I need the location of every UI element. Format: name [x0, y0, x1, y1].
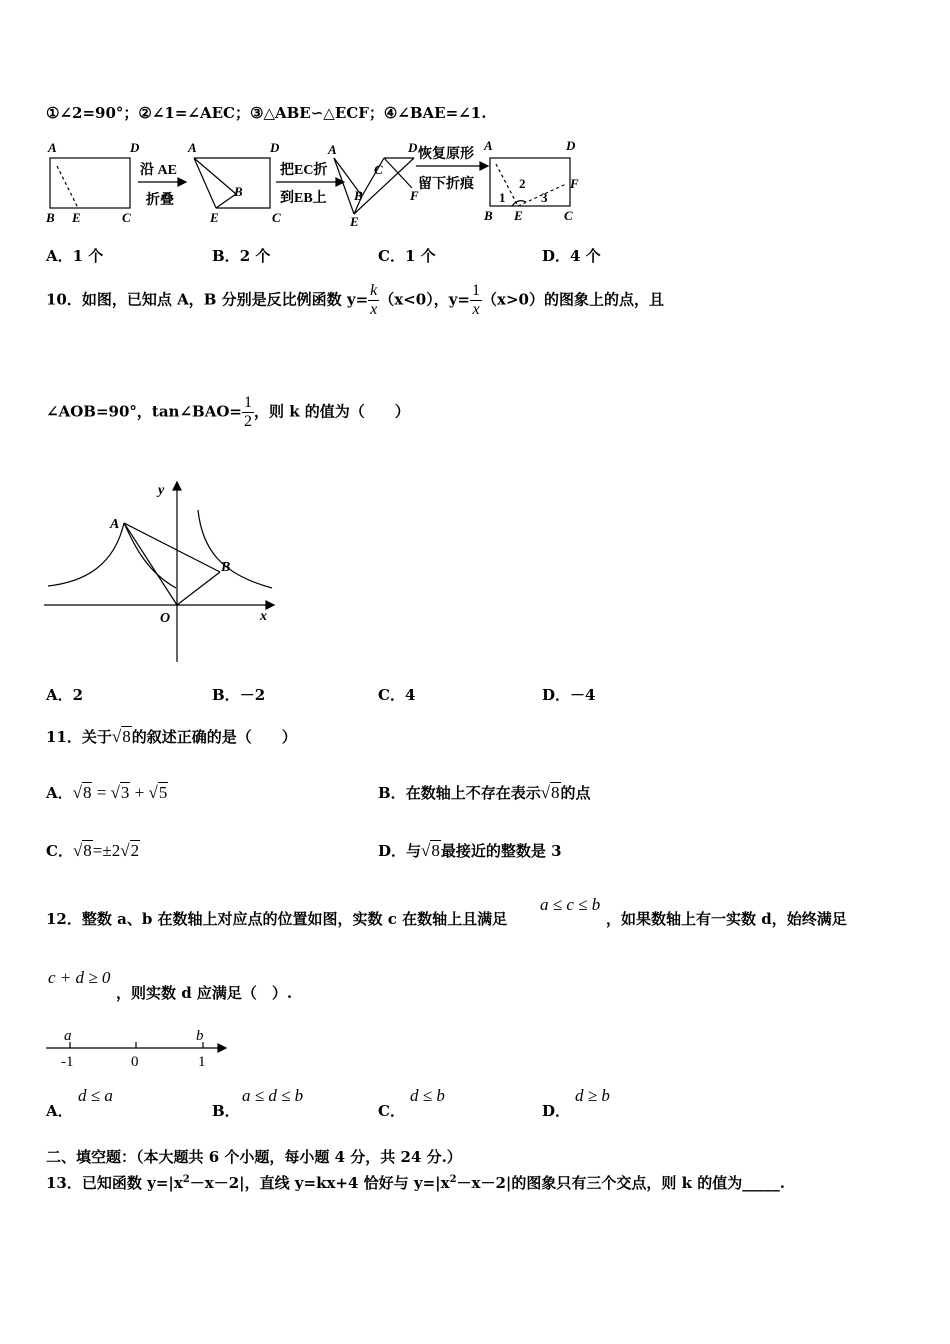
q9-option-a: A．1 个 — [46, 247, 104, 265]
svg-text:到EB上: 到EB上 — [280, 191, 327, 206]
svg-text:C: C — [564, 208, 573, 223]
q12-option-a: A． — [46, 1102, 73, 1120]
svg-text:B: B — [234, 184, 243, 199]
q12-number-line — [44, 1026, 234, 1072]
svg-text:B: B — [46, 210, 55, 225]
svg-text:折叠: 折叠 — [146, 193, 174, 208]
svg-text:C: C — [374, 162, 383, 177]
svg-text:E: E — [350, 214, 359, 229]
q12-question-line1-tail: ，如果数轴上有一实数 d，始终满足 — [606, 910, 847, 928]
svg-text:B: B — [221, 560, 231, 575]
svg-text:留下折痕: 留下折痕 — [418, 177, 474, 192]
svg-text:a: a — [64, 1028, 72, 1044]
q9-option-b: B．2 个 — [212, 247, 271, 265]
svg-text:A: A — [328, 142, 337, 157]
svg-text:恢复原形: 恢复原形 — [418, 147, 474, 162]
svg-text:A: A — [188, 140, 197, 155]
svg-text:E: E — [72, 210, 81, 225]
q12-option-c: C． — [378, 1102, 405, 1120]
q10-option-d: D．－4 — [542, 686, 596, 704]
svg-text:D: D — [566, 138, 576, 153]
svg-text:0: 0 — [131, 1054, 139, 1070]
q10-graph — [44, 478, 280, 664]
svg-text:F: F — [570, 176, 579, 191]
segment-BO — [177, 572, 220, 605]
q9-option-c: C．1 个 — [378, 247, 436, 265]
right-hyperbola — [198, 510, 272, 588]
q9-option-d: D．4 个 — [542, 247, 601, 265]
svg-text:C: C — [272, 210, 281, 225]
svg-text:B: B — [354, 188, 363, 203]
q11-question: 11．关于√8的叙述正确的是（ ） — [46, 727, 297, 746]
q12-question-line2: ，则实数 d 应满足（ ）. — [116, 984, 293, 1002]
q12-option-b-expr: a ≤ d ≤ b — [242, 1086, 304, 1105]
q10-option-b: B．－2 — [212, 686, 266, 704]
segment-AB — [124, 523, 220, 572]
svg-text:1: 1 — [198, 1054, 206, 1070]
q12-condition-1: a ≤ c ≤ b — [540, 895, 601, 914]
y-axis-arrow — [173, 482, 181, 490]
fig1-fold-line — [57, 166, 78, 208]
x-axis-arrow — [266, 601, 274, 609]
svg-text:D: D — [408, 140, 418, 155]
q12-option-b: B． — [212, 1102, 240, 1120]
svg-text:C: C — [122, 210, 131, 225]
q10-question-line1: 10．如图，已知点 A，B 分别是反比例函数 y= $\frac{k}{x}$ （x<0），y= $\frac{1}{x}$ （x>0）的图象上的点，且 — [46, 282, 664, 318]
svg-text:1: 1 — [499, 190, 506, 205]
q12-condition-2: c + d ≥ 0 — [48, 968, 111, 987]
q11-option-b: B．在数轴上不存在表示√8的点 — [378, 783, 591, 802]
svg-text:沿 AE: 沿 AE — [140, 163, 177, 178]
svg-text:O: O — [160, 611, 171, 626]
q11-option-a: A．√8 = √3 + √5 — [46, 783, 168, 802]
q12-option-d-expr: d ≥ b — [575, 1086, 610, 1105]
svg-text:E: E — [514, 208, 523, 223]
svg-text:x: x — [260, 609, 267, 624]
svg-text:-1: -1 — [61, 1054, 74, 1070]
fig1-rectangle — [50, 158, 130, 208]
q10-option-c: C．4 — [378, 686, 416, 704]
left-hyperbola-branch1 — [48, 523, 124, 586]
svg-text:y: y — [158, 483, 165, 498]
q13-answer-blank[interactable]: _____ — [742, 1174, 780, 1192]
svg-text:D: D — [130, 140, 140, 155]
q11-option-c: C．√8=±2√2 — [46, 841, 140, 860]
q11-option-d: D．与√8最接近的整数是 3 — [378, 841, 562, 860]
q9-statements: ①∠2=90°；②∠1=∠AEC；③△ABE∽△ECF；④∠BAE=∠1. — [46, 104, 487, 122]
svg-text:A: A — [110, 517, 120, 532]
segment-AO — [124, 523, 177, 605]
q13-question: 13．已知函数 $y=|x^2-x-2|$，直线 y=kx+4 恰好与 $y=|x^2-x-2|$的图象只有三个交点，则 k 的值为_____. — [46, 1174, 785, 1192]
svg-text:E: E — [210, 210, 219, 225]
q12-option-d: D． — [542, 1102, 571, 1120]
svg-text:2: 2 — [519, 176, 526, 191]
q9-folding-figure — [44, 138, 592, 230]
section-heading-fill-in: 二、填空题：（本大题共 6 个小题，每小题 4 分，共 24 分.） — [46, 1148, 462, 1166]
svg-text:B: B — [484, 208, 493, 223]
left-hyperbola-branch2 — [124, 523, 176, 588]
svg-text:A: A — [48, 140, 57, 155]
svg-text:A: A — [484, 138, 493, 153]
q12-option-a-expr: d ≤ a — [78, 1086, 113, 1105]
svg-text:D: D — [270, 140, 280, 155]
svg-text:b: b — [196, 1028, 204, 1044]
q10-option-a: A．2 — [46, 686, 84, 704]
q12-option-c-expr: d ≤ b — [410, 1086, 445, 1105]
svg-text:把EC折: 把EC折 — [280, 163, 328, 178]
q10-question-line2: ∠AOB=90°，tan∠BAO= $\frac{1}{2}$ ，则 k 的值为（ ） — [46, 394, 410, 430]
svg-text:F: F — [410, 188, 419, 203]
q12-question-line1: 12．整数 a、b 在数轴上对应点的位置如图，实数 c 在数轴上且满足 — [46, 910, 508, 928]
svg-text:3: 3 — [541, 190, 548, 205]
